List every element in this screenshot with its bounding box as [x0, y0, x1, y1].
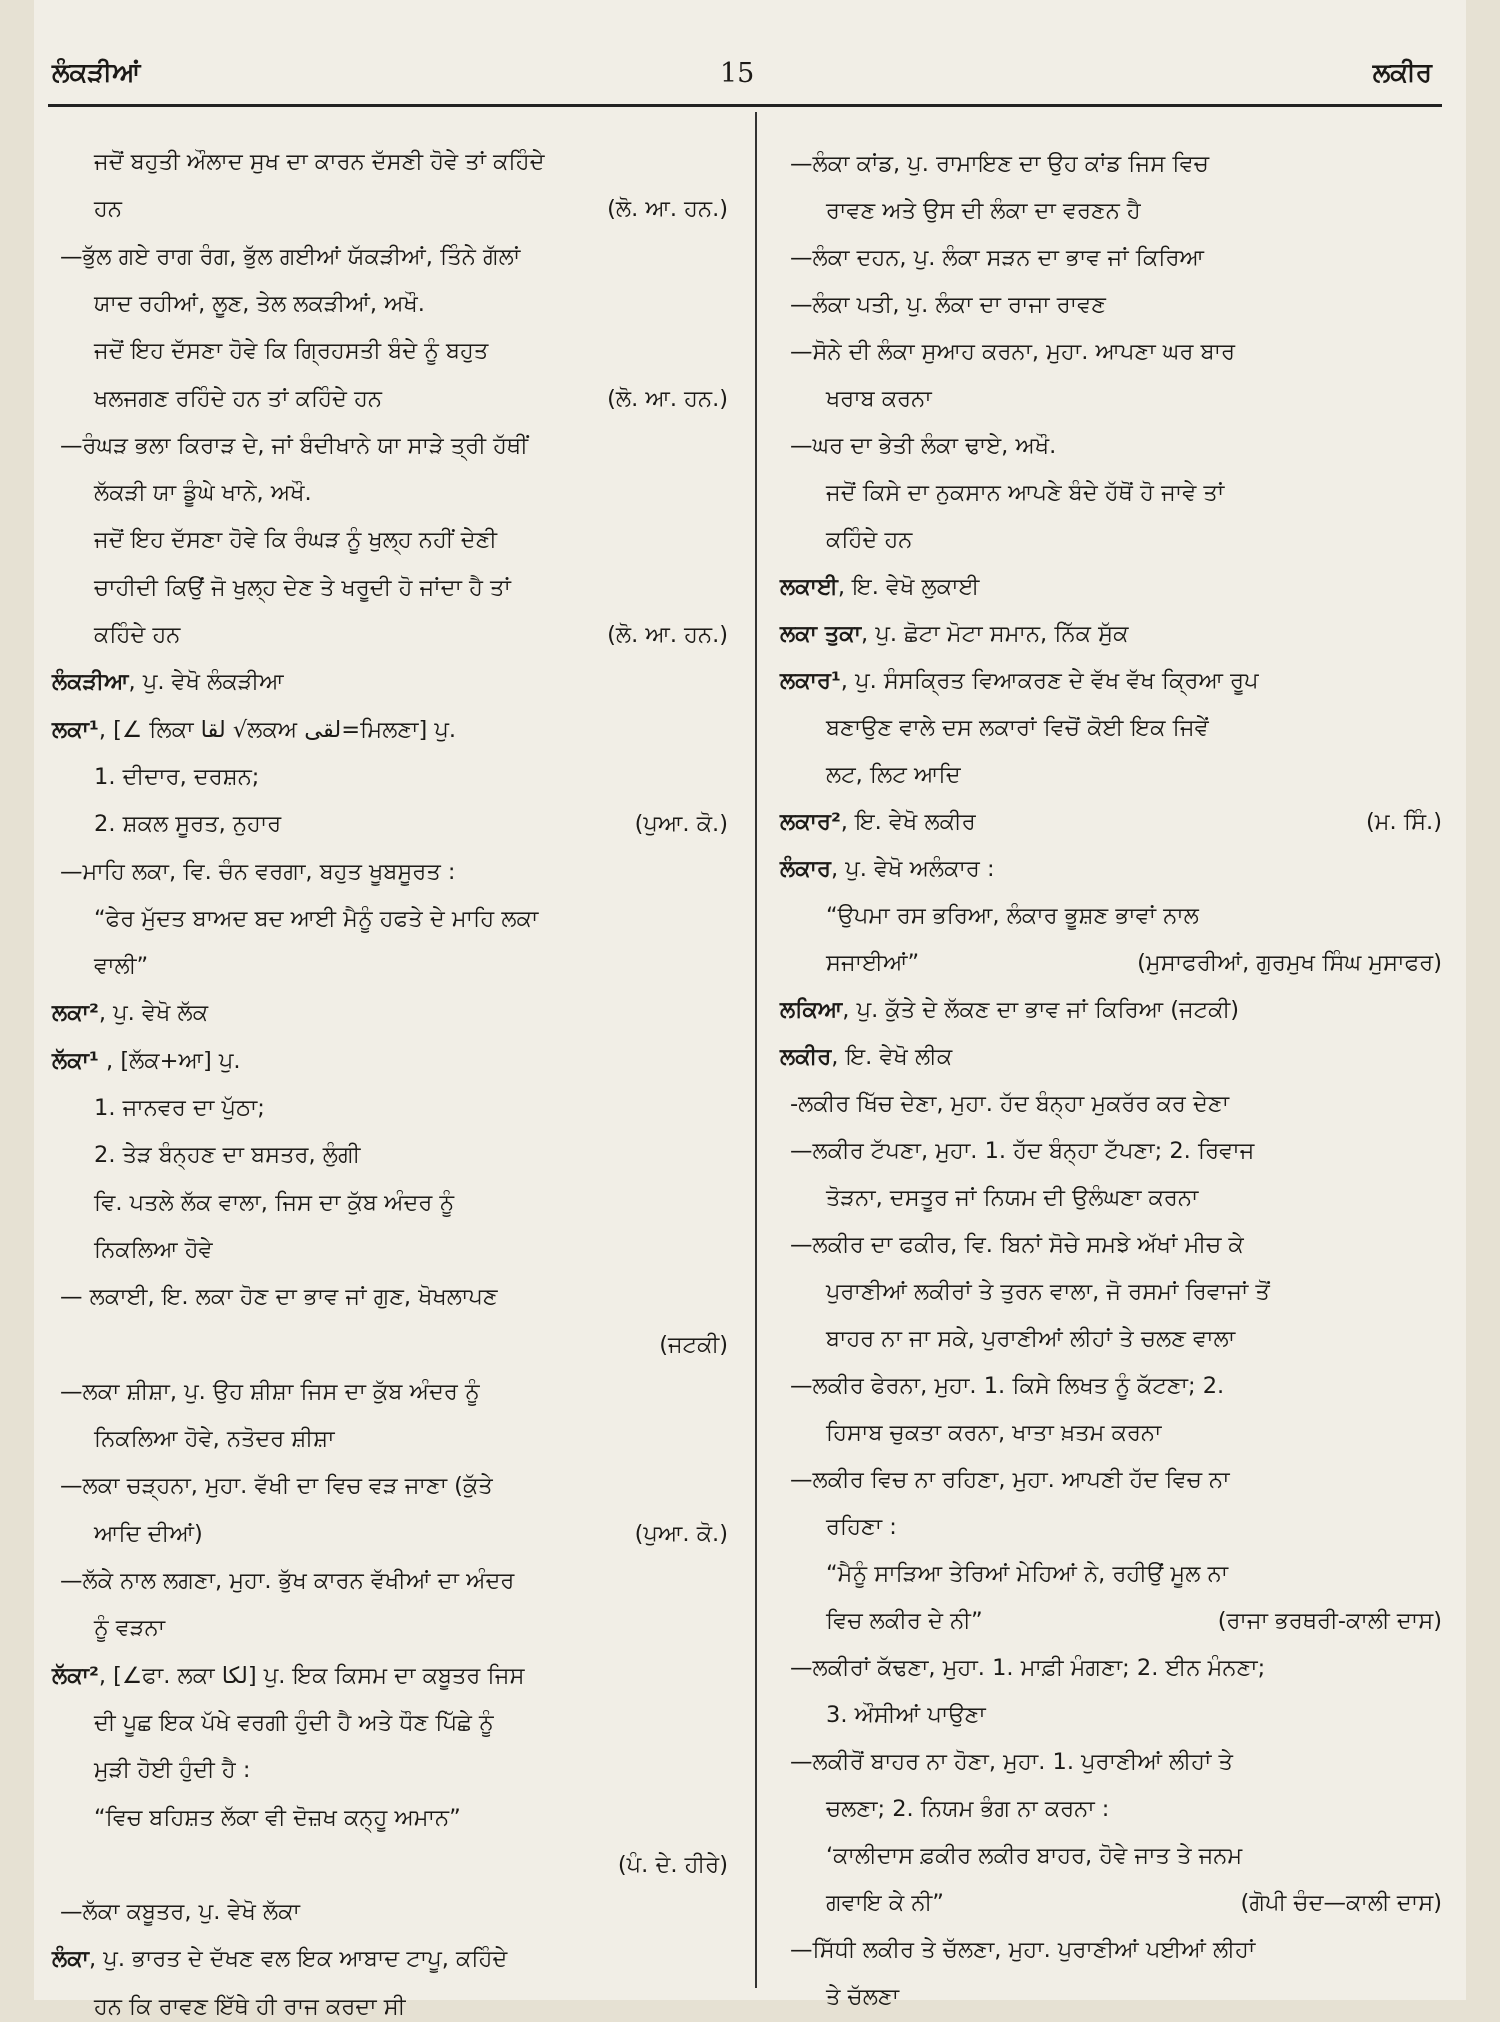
entry-text-line	[94, 1992, 406, 2022]
definition-text: 2. ਸ਼ਕਲ ਸੂਰਤ, ਨੁਹਾਰ	[94, 811, 282, 838]
entry-text-line	[826, 1418, 1161, 1448]
definition-text: ਤੇ ਚੱਲਣਾ	[826, 1984, 900, 2010]
entry-text-line	[94, 1235, 213, 1265]
definition-text: 1. ਜਾਨਵਰ ਦਾ ਪੁੱਠਾ;	[94, 1095, 265, 1121]
source-citation: (ਮ. ਸਿੰ.)	[1365, 809, 1442, 835]
entry-text-line	[826, 1277, 1270, 1307]
entry-text-line	[60, 1282, 498, 1312]
right-column	[766, 0, 1442, 2010]
entry-text-line	[826, 1559, 1228, 1589]
definition-text: ਜਦੋਂ ਕਿਸੇ ਦਾ ਨੁਕਸਾਨ ਆਪਣੇ ਬੰਦੇ ਹੱਥੋਂ ਹੋ ਜਾਵੇ ਤਾਂ	[826, 480, 1225, 506]
entry-headword-line	[52, 1046, 241, 1076]
entry-text-line	[60, 431, 528, 461]
definition-text: —ਰੰਘੜ ਭਲਾ ਕਿਰਾੜ ਦੇ, ਜਾਂ ਬੰਦੀਖਾਨੇ ਯਾ ਸਾੜੇ ਤ੍ਰੀ ਹੱਥੀਂ	[60, 432, 528, 459]
entry-text-line	[94, 1803, 461, 1833]
definition-text: , ਪੁ. ਸੰਸਕ੍ਰਿਤ ਵਿਆਕਰਣ ਦੇ ਵੱਖ ਵੱਖ ਕ੍ਰਿਆ ਰੂਪ	[840, 668, 1259, 694]
entry-text-line	[94, 762, 259, 792]
definition-text: ਨਿਕਲਿਆ ਹੋਵੇ, ਨਤੋਦਰ ਸ਼ੀਸ਼ਾ	[94, 1426, 335, 1453]
definition-text: , ਇ. ਵੇਖੋ ਲੀਕ	[831, 1044, 953, 1070]
definition-text: ਜਦੋਂ ਇਹ ਦੱਸਣਾ ਹੋਵੇ ਕਿ ਗ੍ਰਿਹਸਤੀ ਬੰਦੇ ਨੂੰ ਬਹੁਤ	[94, 338, 489, 365]
headword: ਲਕਿਆ	[780, 997, 843, 1023]
entry-text-line	[94, 478, 312, 508]
definition-text: “ਫੇਰ ਮੁੱਦਤ ਬਾਅਦ ਬਦ ਆਈ ਮੈਨੂੰ ਹਫਤੇ ਦੇ ਮਾਹਿ ਲਕਾ	[94, 905, 539, 932]
definition-text: ਰਾਵਣ ਅਤੇ ਉਸ ਦੀ ਲੰਕਾ ਦਾ ਵਰਣਨ ਹੈ	[826, 198, 1141, 224]
entry-text-line	[826, 1888, 944, 1918]
headword: ਲੱਕਾ²	[52, 1662, 99, 1689]
definition-text: —ਮਾਹਿ ਲਕਾ, ਵਿ. ਚੰਨ ਵਰਗਾ, ਬਹੁਤ ਖੂਬਸੂਰਤ :	[60, 858, 456, 885]
entry-headword-line	[780, 1042, 952, 1072]
definition-text: ਬਾਹਰ ਨਾ ਜਾ ਸਕੇ, ਪੁਰਾਣੀਆਂ ਲੀਹਾਂ ਤੇ ਚਲਣ ਵਾਲਾ	[826, 1326, 1236, 1352]
entry-headword-line	[780, 854, 995, 884]
definition-text: ਯਾਦ ਰਹੀਆਂ, ਲੂਣ, ਤੇਲ ਲਕੜੀਆਂ, ਅਖੌ.	[94, 290, 425, 317]
source-citation: (ਲੋ. ਆ. ਹਨ.)	[607, 622, 728, 648]
definition-text: —ਲੰਕਾ ਪਤੀ, ਪੁ. ਲੰਕਾ ਦਾ ਰਾਜਾ ਰਾਵਣ	[790, 292, 1106, 318]
definition-text: ‘ਕਾਲੀਦਾਸ ਫ਼ਕੀਰ ਲਕੀਰ ਬਾਹਰ, ਹੋਵੇ ਜਾਤ ਤੇ ਜਨਮ	[826, 1843, 1243, 1869]
headword: ਲਕਾਰ²	[780, 809, 841, 835]
definition-text: ਜਦੋਂ ਬਹੁਤੀ ਔਲਾਦ ਸੁਖ ਦਾ ਕਾਰਨ ਦੱਸਣੀ ਹੋਵੇ ਤਾਂ ਕਹਿੰਦੇ	[94, 149, 545, 175]
definition-text: , [ਲੱਕ+ਆ] ਪੁ.	[98, 1047, 241, 1074]
definition-text: 1. ਦੀਦਾਰ, ਦਰਸ਼ਨ;	[94, 763, 260, 790]
definition-text: 2. ਤੇੜ ਬੰਨ੍ਹਣ ਦਾ ਬਸਤਰ, ਲੁੰਗੀ	[94, 1142, 361, 1169]
definition-text: ਆਦਿ ਦੀਆਂ)	[94, 1520, 203, 1547]
definition-text: ਮੁੜੀ ਹੋਈ ਹੁੰਦੀ ਹੈ :	[94, 1757, 251, 1784]
headword: ਲੱਕਾ¹	[52, 1047, 99, 1074]
definition-text: ਖਲਜਗਣ ਰਹਿੰਦੇ ਹਨ ਤਾਂ ਕਹਿੰਦੇ ਹਨ	[94, 385, 382, 412]
entry-text-line	[94, 1093, 265, 1123]
entry-text-line	[826, 1183, 1198, 1213]
entry-text-line	[826, 1982, 899, 2012]
entry-text-line	[790, 243, 1204, 273]
definition-text: ਖਰਾਬ ਕਰਨਾ	[826, 386, 932, 412]
entry-text-line	[94, 809, 281, 839]
entry-text-line	[826, 1606, 983, 1636]
definition-text: —ਲਕੀਰਾਂ ਕੱਢਣਾ, ਮੁਹਾ. 1. ਮਾਫ਼ੀ ਮੰਗਣਾ; 2. ਈਨ ਮੰਨਣਾ;	[790, 1655, 1266, 1681]
definition-text: ਰਹਿਣਾ :	[826, 1514, 897, 1540]
entry-text-line	[94, 336, 488, 366]
definition-text: , [∠ਫਾ. ਲਕਾ لکا] ਪੁ. ਇਕ ਕਿਸਮ ਦਾ ਕਬੂਤਰ ਜਿਸ	[98, 1662, 525, 1689]
entry-headword-line	[52, 715, 456, 745]
definition-text: , ਪੁ. ਵੇਖੋ ਲੱਕ	[98, 1000, 209, 1027]
entry-text-line	[826, 525, 912, 555]
source-citation: (ਲੋ. ਆ. ਹਨ.)	[607, 385, 728, 412]
definition-text: —ਸਿੱਧੀ ਲਕੀਰ ਤੇ ਚੱਲਣਾ, ਮੁਹਾ. ਪੁਰਾਣੀਆਂ ਪਈਆਂ ਲੀਹਾਂ	[790, 1937, 1256, 1963]
entry-text-line	[826, 196, 1141, 226]
definition-text: ਚਾਹੀਦੀ ਕਿਉਂ ਜੋ ਖੁਲ੍ਹ ਦੇਣ ਤੇ ਖਰੂਦੀ ਹੋ ਜਾਂਦਾ ਹੈ ਤਾਂ	[94, 574, 511, 601]
definition-text: ਨਿਕਲਿਆ ਹੋਵੇ	[94, 1236, 213, 1263]
entry-text-line	[790, 1371, 1224, 1401]
definition-text: —ਲੱਕਾ ਕਬੂਤਰ, ਪੁ. ਵੇਖੋ ਲੱਕਾ	[60, 1899, 300, 1926]
entry-text-line	[790, 290, 1106, 320]
entry-text-line	[826, 1841, 1242, 1871]
definition-text: —ਲਕੀਰੋਂ ਬਾਹਰ ਨਾ ਹੋਣਾ, ਮੁਹਾ. 1. ਪੁਰਾਣੀਆਂ ਲੀਹਾਂ ਤੇ	[790, 1749, 1233, 1775]
entry-text-line	[94, 573, 511, 603]
definition-text: —ਲੱਕੇ ਨਾਲ ਲਗਣਾ, ਮੁਹਾ. ਭੁੱਖ ਕਾਰਨ ਵੱਖੀਆਂ ਦਾ ਅੰਦਰ	[60, 1568, 515, 1594]
definition-text: ਵਿ. ਪਤਲੇ ਲੱਕ ਵਾਲਾ, ਜਿਸ ਦਾ ਕੁੱਬ ਅੰਦਰ ਨੂੰ	[94, 1189, 455, 1216]
definition-text: —ਲਕੀਰ ਵਿਚ ਨਾ ਰਹਿਣਾ, ਮੁਹਾ. ਆਪਣੀ ਹੱਦ ਵਿਚ ਨਾ	[790, 1467, 1230, 1493]
entry-text-line	[94, 525, 497, 555]
definition-text: —ਭੁੱਲ ਗਏ ਰਾਗ ਰੰਗ, ਭੁੱਲ ਗਈਆਂ ਯੱਕੜੀਆਂ, ਤਿੰਨੇ ਗੱਲਾਂ	[60, 243, 521, 270]
entry-text-line	[826, 948, 919, 978]
entry-text-line	[94, 951, 148, 981]
definition-text: “ਮੈਨੂੰ ਸਾੜਿਆ ਤੇਰਿਆਂ ਮੇਹਿਆਂ ਨੇ, ਰਹੀਉਂ ਮੂਲ ਨਾ	[826, 1561, 1229, 1587]
entry-text-line	[94, 1424, 335, 1454]
definition-text: —ਲਕੀਰ ਦਾ ਫਕੀਰ, ਵਿ. ਬਿਨਾਂ ਸੋਚੇ ਸਮਝੇ ਅੱਖਾਂ ਮੀਚ ਕੇ	[790, 1232, 1244, 1258]
entry-text-line	[826, 1512, 897, 1542]
definition-text: ਹਿਸਾਬ ਚੁਕਤਾ ਕਰਨਾ, ਖਾਤਾ ਖ਼ਤਮ ਕਰਨਾ	[826, 1420, 1162, 1446]
source-citation: (ਰਾਜਾ ਭਰਥਰੀ-ਕਾਲੀ ਦਾਸ)	[1217, 1608, 1442, 1634]
definition-text: ਜਦੋਂ ਇਹ ਦੱਸਣਾ ਹੋਵੇ ਕਿ ਰੰਘੜ ਨੂੰ ਖੁਲ੍ਹ ਨਹੀਂ ਦੇਣੀ	[94, 527, 498, 554]
definition-text: , ਇ. ਵੇਖੋ ਲਕੀਰ	[840, 809, 976, 835]
definition-text: —ਸੋਨੇ ਦੀ ਲੰਕਾ ਸੁਆਹ ਕਰਨਾ, ਮੁਹਾ. ਆਪਣਾ ਘਰ ਬਾਰ	[790, 339, 1236, 365]
source-citation: (ਗੋਪੀ ਚੰਦ—ਕਾਲੀ ਦਾਸ)	[1240, 1890, 1442, 1916]
definition-text: ਤੋੜਨਾ, ਦਸਤੂਰ ਜਾਂ ਨਿਯਮ ਦੀ ਉਲੰਘਣਾ ਕਰਨਾ	[826, 1185, 1199, 1211]
definition-text: ਕਹਿੰਦੇ ਹਨ	[826, 527, 913, 553]
definition-text: ਸਜਾਈਆਂ”	[826, 950, 920, 976]
entry-headword-line	[52, 1661, 524, 1691]
entry-text-line	[790, 337, 1235, 367]
definition-text: ਹਨ ਕਿ ਰਾਵਣ ਇੱਥੇ ਹੀ ਰਾਜ ਕਰਦਾ ਸੀ	[94, 1993, 406, 2020]
headword: ਲਕਾਈ	[780, 574, 838, 600]
definition-text: —ਲਕਾ ਚੜ੍ਹਨਾ, ਮੁਹਾ. ਵੱਖੀ ਦਾ ਵਿਚ ਵੜ ਜਾਣਾ (ਕੁੱਤੇ	[60, 1473, 493, 1500]
definition-text: , ਇ. ਵੇਖੋ ਲੁਕਾਈ	[837, 574, 980, 600]
definition-text: ਲੱਕੜੀ ਯਾ ਡੂੰਘੇ ਖਾਨੇ, ਅਖੌ.	[94, 480, 312, 507]
definition-text: , ਪੁ. ਛੋਟਾ ਮੋਟਾ ਸਮਾਨ, ਨਿੱਕ ਸੁੱਕ	[861, 621, 1129, 647]
definition-text: , ਪੁ. ਭਾਰਤ ਦੇ ਦੱਖਣ ਵਲ ਇਕ ਆਬਾਦ ਟਾਪੂ, ਕਹਿੰਦੇ	[89, 1946, 508, 1973]
entry-text-line	[94, 1188, 454, 1218]
source-citation: (ਪੰ. ਦੇ. ਹੀਰੇ)	[617, 1851, 728, 1878]
definition-text: —ਲਕੀਰ ਟੱਪਣਾ, ਮੁਹਾ. 1. ਹੱਦ ਬੰਨ੍ਹਾ ਟੱਪਣਾ; 2. ਰਿਵਾਜ	[790, 1138, 1255, 1164]
entry-text-line	[790, 1230, 1244, 1260]
left-column	[34, 0, 755, 2020]
entry-text-line	[790, 1136, 1254, 1166]
definition-text: ਦੀ ਪੂਛ ਇਕ ਪੱਖੇ ਵਰਗੀ ਹੁੰਦੀ ਹੈ ਅਤੇ ਧੌਣ ਪਿੱਛੇ ਨੂੰ	[94, 1709, 494, 1736]
entry-text-line	[790, 431, 1056, 461]
entry-text-line	[94, 289, 425, 319]
header-guide-word-left: ਲੰਕੜੀਆਂ	[52, 58, 141, 88]
definition-text: —ਲਕੀਰ ਫੇਰਨਾ, ਮੁਹਾ. 1. ਕਿਸੇ ਲਿਖਤ ਨੂੰ ਕੱਟਣਾ; 2.	[790, 1373, 1225, 1399]
entry-text-line	[94, 1755, 250, 1785]
definition-text: ਲਟ, ਲਿਟ ਆਦਿ	[826, 762, 961, 788]
entry-text-line	[60, 1897, 300, 1927]
entry-headword-line	[780, 807, 976, 837]
definition-text: ਪੁਰਾਣੀਆਂ ਲਕੀਰਾਂ ਤੇ ਤੁਰਨ ਵਾਲਾ, ਜੋ ਰਸਮਾਂ ਰਿਵਾਜਾਂ ਤੋਂ	[826, 1279, 1270, 1305]
entry-text-line	[94, 904, 538, 934]
entry-text-line	[826, 713, 1209, 743]
definition-text: , ਪੁ. ਕੁੱਤੇ ਦੇ ਲੱਕਣ ਦਾ ਭਾਵ ਜਾਂ ਕਿਰਿਆ (ਜਟਕੀ)	[842, 997, 1240, 1023]
entry-text-line	[790, 1089, 1229, 1119]
headword: ਲੰਕੜੀਆ	[52, 669, 129, 696]
entry-text-line	[94, 1519, 203, 1549]
definition-text: , ਪੁ. ਵੇਖੋ ਲੰਕੜੀਆ	[128, 669, 284, 696]
entry-text-line	[94, 1708, 494, 1738]
entry-text-line	[826, 384, 932, 414]
page-number: 15	[720, 58, 755, 89]
entry-text-line	[60, 1471, 493, 1501]
definition-text: ਹਨ	[94, 196, 122, 223]
definition-text: —ਲੰਕਾ ਕਾਂਡ, ਪੁ. ਰਾਮਾਇਣ ਦਾ ਉਹ ਕਾਂਡ ਜਿਸ ਵਿਚ	[790, 151, 1209, 177]
entry-text-line	[826, 1700, 986, 1730]
entry-text-line	[790, 1747, 1233, 1777]
entry-text-line	[826, 478, 1224, 508]
entry-text-line	[790, 1465, 1230, 1495]
definition-text: —ਲਕਾ ਸ਼ੀਸ਼ਾ, ਪੁ. ਉਹ ਸ਼ੀਸ਼ਾ ਜਿਸ ਦਾ ਕੁੱਬ ਅੰਦਰ ਨੂੰ	[60, 1378, 480, 1405]
definition-text: , ਪੁ. ਵੇਖੋ ਅਲੰਕਾਰ :	[830, 856, 995, 882]
definition-text: 3. ਔਸੀਆਂ ਪਾਉਣਾ	[826, 1702, 986, 1728]
entry-text-line	[94, 1613, 165, 1643]
entry-headword-line	[780, 666, 1259, 696]
entry-text-line	[60, 242, 520, 272]
headword: ਲੰਕਾ	[52, 1946, 89, 1973]
definition-text: ਬਣਾਉਣ ਵਾਲੇ ਦਸ ਲਕਾਰਾਂ ਵਿਚੋਂ ਕੋਈ ਇਕ ਜਿਵੇਂ	[826, 715, 1209, 741]
entry-headword-line	[780, 995, 1239, 1025]
source-citation: (ਲੋ. ਆ. ਹਨ.)	[607, 196, 728, 223]
entry-text-line	[790, 149, 1209, 179]
definition-text: ਵਿਚ ਲਕੀਰ ਦੇ ਨੀ”	[826, 1608, 983, 1634]
definition-text: — ਲਕਾਈ, ਇ. ਲਕਾ ਹੋਣ ਦਾ ਭਾਵ ਜਾਂ ਗੁਣ, ਖੋਖਲਾਪਣ	[60, 1284, 498, 1311]
definition-text: “ਵਿਚ ਬਹਿਸ਼ਤ ਲੱਕਾ ਵੀ ਦੋਜ਼ਖ ਕਨ੍ਹੂ ਅਮਾਨ”	[94, 1804, 461, 1831]
headword: ਲਕਾ ਤੁਕਾ	[780, 621, 862, 647]
definition-text: —ਲੰਕਾ ਦਹਨ, ਪੁ. ਲੰਕਾ ਸੜਨ ਦਾ ਭਾਵ ਜਾਂ ਕਿਰਿਆ	[790, 245, 1204, 271]
entry-text-line	[60, 857, 455, 887]
definition-text: , [∠ ਲਿਕਾ لقا √ਲਕਅ لقی=ਮਿਲਣਾ] ਪੁ.	[98, 716, 457, 743]
headword: ਲਕੀਰ	[780, 1044, 832, 1070]
entry-text-line	[60, 1377, 480, 1407]
column-divider	[755, 112, 757, 1988]
source-citation: (ਪੁਆ. ਕੋ.)	[634, 811, 728, 838]
entry-headword-line	[52, 1944, 507, 1974]
entry-headword-line	[780, 619, 1128, 649]
source-citation: (ਮੁਸਾਫਰੀਆਂ, ਗੁਰਮੁਖ ਸਿੰਘ ਮੁਸਾਫਰ)	[1137, 950, 1442, 976]
headword: ਲੰਕਾਰ	[780, 856, 831, 882]
entry-text-line	[826, 1324, 1235, 1354]
entry-text-line	[790, 1935, 1255, 1965]
definition-text: ਚਲਣਾ; 2. ਨਿਯਮ ਭੰਗ ਨਾ ਕਰਨਾ :	[826, 1796, 1110, 1822]
definition-text: ਕਹਿੰਦੇ ਹਨ	[94, 622, 181, 648]
entry-text-line	[94, 620, 180, 650]
entry-text-line	[826, 760, 961, 790]
entry-text-line	[826, 1794, 1109, 1824]
entry-text-line	[94, 384, 382, 414]
definition-text: —ਘਰ ਦਾ ਭੇਤੀ ਲੰਕਾ ਢਾਏ, ਅਖੌ.	[790, 433, 1057, 459]
entry-text-line	[94, 194, 122, 224]
headword: ਲਕਾਰ¹	[780, 668, 841, 694]
entry-text-line	[790, 1653, 1265, 1683]
definition-text: ਗਵਾਇ ਕੇ ਨੀ”	[826, 1890, 944, 1916]
entry-headword-line	[52, 667, 284, 697]
definition-text: ਨੂੰ ਵੜਨਾ	[94, 1615, 166, 1642]
entry-text-line	[94, 147, 544, 177]
dictionary-page	[34, 0, 1466, 2020]
definition-text: “ਉਪਮਾ ਰਸ ਭਰਿਆ, ਲੰਕਾਰ ਭੂਸ਼ਣ ਭਾਵਾਂ ਨਾਲ	[826, 903, 1199, 929]
source-citation: (ਜਟਕੀ)	[659, 1331, 728, 1358]
headword: ਲਕਾ²	[52, 1000, 99, 1027]
entry-text-line	[94, 1140, 360, 1170]
header-guide-word-right: ਲਕੀਰ	[1372, 58, 1432, 88]
entry-text-line	[60, 1566, 514, 1596]
entry-headword-line	[780, 572, 979, 602]
definition-text: -ਲਕੀਰ ਖਿੱਚ ਦੇਣਾ, ਮੁਹਾ. ਹੱਦ ਬੰਨ੍ਹਾ ਮੁਕਰੱਰ ਕਰ ਦੇਣਾ	[790, 1091, 1230, 1117]
entry-headword-line	[52, 998, 208, 1028]
source-citation: (ਪੁਆ. ਕੋ.)	[634, 1520, 728, 1547]
entry-text-line	[826, 901, 1199, 931]
headword: ਲਕਾ¹	[52, 716, 99, 743]
definition-text: ਵਾਲੀ”	[94, 953, 149, 980]
